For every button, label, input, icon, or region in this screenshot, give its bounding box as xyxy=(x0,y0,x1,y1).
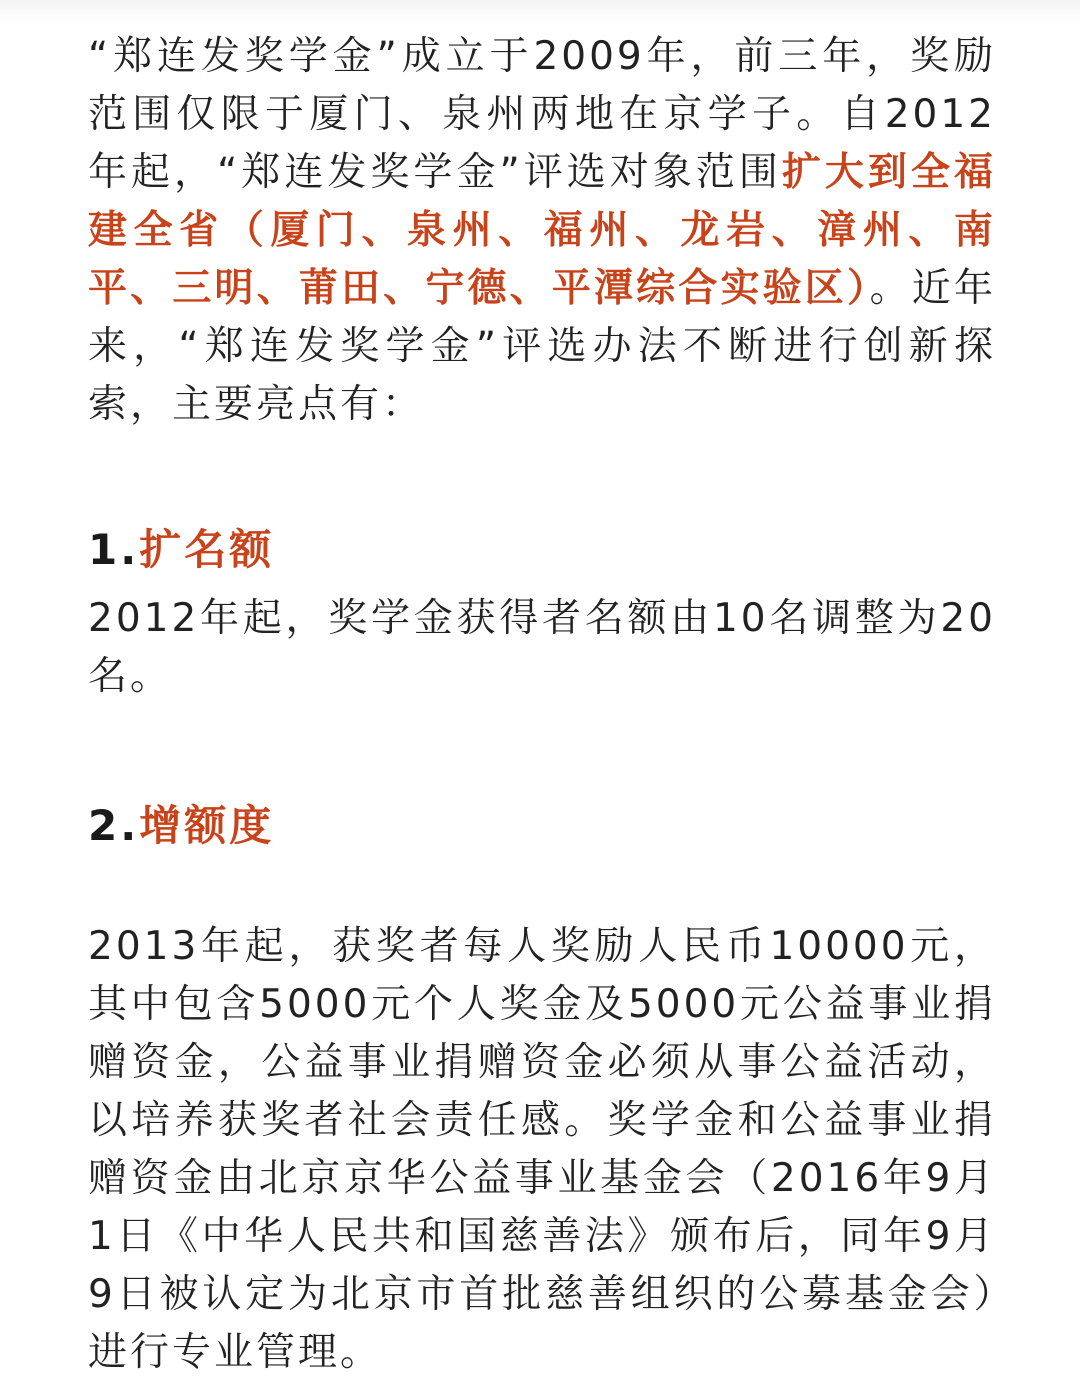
section-2-title: 增额度 xyxy=(139,801,275,850)
section-1-heading xyxy=(88,520,996,580)
article-body xyxy=(88,28,996,1382)
section-1-title: 扩名额 xyxy=(139,525,275,574)
intro-text-end: 。近年来，“郑连发奖学金”评选办法不断进行创新探索，主要亮点有： xyxy=(88,266,996,427)
section-2-number: 2. xyxy=(88,801,140,850)
section-1-number: 1. xyxy=(88,525,140,574)
section-1-body: 2012年起，奖学金获得者名额由10名调整为20名。 xyxy=(88,596,996,699)
section-2-heading xyxy=(88,796,996,856)
top-edge-shadow xyxy=(0,0,1080,22)
section-2-body: 2013年起，获奖者每人奖励人民币10000元，其中包含5000元个人奖金及5000元公益事业捐赠资金，公益事业捐赠资金必须从事公益活动，以培养获奖者社会责任感。奖学金和公益事业捐赠资金由北京京华公益事业基金会（2016年9月1日《中华人民共和国慈善法》颁布后，同年9月9日被认定为北京市首批慈善组织的公募基金会）进行专业管理。 xyxy=(88,924,996,1375)
intro-text-start: “郑连发奖学金”成立于2009年，前三年，奖励范围仅限于厦门、泉州两地在京学子。自2012年起，“郑连发奖学金”评选对象范围 xyxy=(88,34,996,195)
intro-highlight: 扩大到全福建全省（厦门、泉州、福州、龙岩、漳州、南平、三明、莆田、宁德、平潭综合实验区） xyxy=(88,150,996,311)
intro-paragraph xyxy=(88,28,996,434)
